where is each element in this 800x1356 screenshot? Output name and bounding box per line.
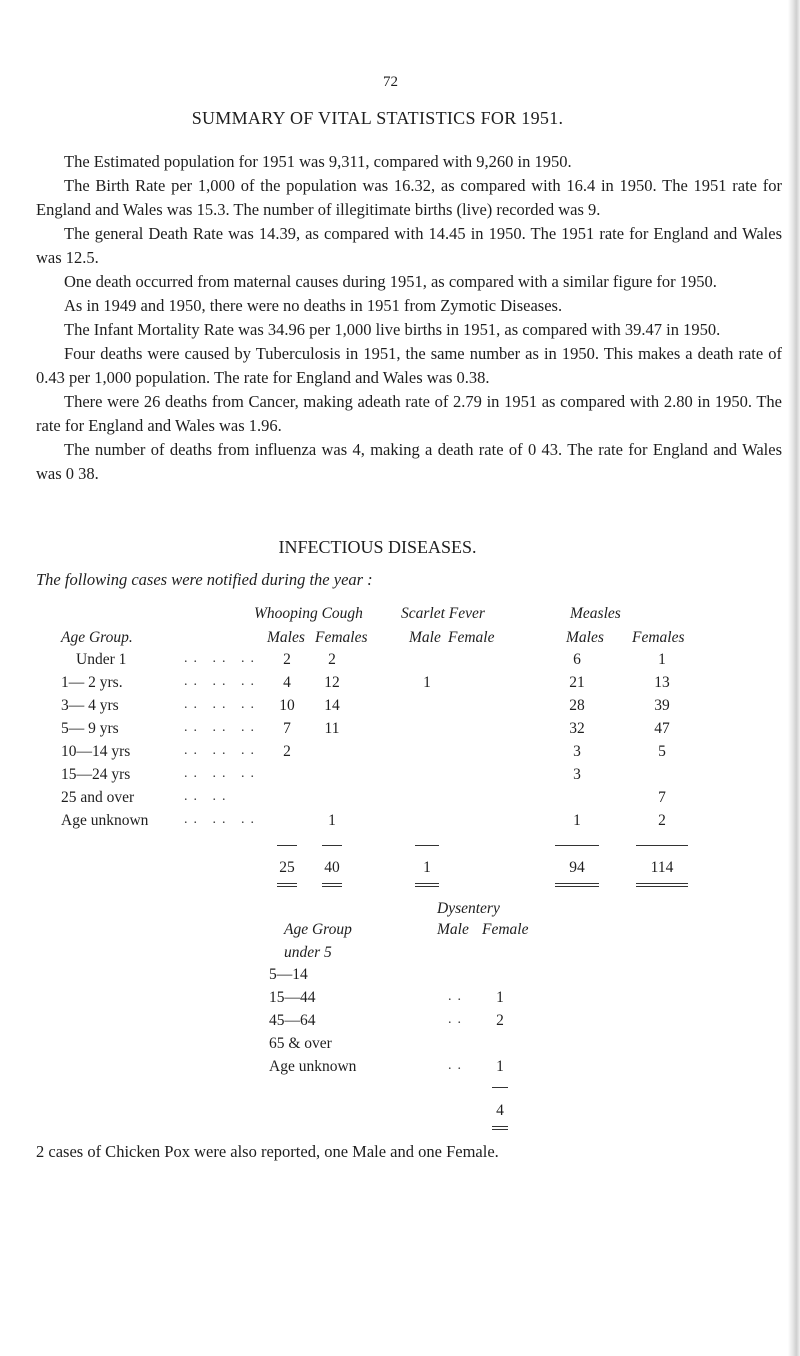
paragraph-maternal: One death occurred from maternal causes during 1951, as compared with a similar figure for 1950.: [64, 272, 717, 291]
cell-me-males: 21: [569, 674, 585, 691]
cell-me-females: 1: [658, 651, 666, 668]
total-double-rule: [277, 883, 297, 887]
dysentery-female-cell: 2: [496, 1012, 504, 1029]
cell-wc-females: 11: [324, 720, 340, 737]
total-rule: [277, 845, 297, 846]
row-age: Under 1: [76, 651, 127, 668]
total-double-rule: [415, 883, 439, 887]
col-header-me-males: Males: [566, 629, 604, 646]
summary-text: [36, 150, 782, 486]
cell-sf-male: 1: [423, 674, 431, 691]
leader-dots: ..: [448, 989, 467, 1004]
total-double-rule: [322, 883, 342, 887]
page-edge-shadow: [788, 0, 800, 1356]
dysentery-col-male: Male: [437, 921, 469, 938]
cell-me-females: 39: [654, 697, 670, 714]
leader-dots: .. .. ..: [184, 812, 260, 827]
cell-wc-males: 2: [283, 651, 291, 668]
group-header-scarlet-fever: Scarlet Fever: [401, 605, 485, 622]
paragraph-population: The Estimated population for 1951 was 9,311, compared with 9,260 in 1950.: [64, 152, 572, 171]
section-heading-infectious: INFECTIOUS DISEASES.: [278, 537, 477, 557]
cell-wc-females: 2: [328, 651, 336, 668]
section-intro: The following cases were notified during the year :: [36, 570, 373, 589]
col-header-age-group: Age Group.: [61, 629, 133, 646]
col-header-me-females: Females: [632, 629, 685, 646]
cell-wc-females: 14: [324, 697, 340, 714]
row-age: 10—14 yrs: [61, 743, 131, 760]
total-me-females: 114: [650, 859, 674, 876]
leader-dots: .. .. ..: [184, 697, 260, 712]
group-header-measles: Measles: [570, 605, 621, 622]
leader-dots: .. .. ..: [184, 651, 260, 666]
dysentery-row-age: 5—14: [269, 966, 308, 983]
cell-me-males: 6: [573, 651, 581, 668]
leader-dots: .. .. ..: [184, 720, 260, 735]
cell-wc-males: 2: [283, 743, 291, 760]
paragraph-death-rate: The general Death Rate was 14.39, as compared with 14.45 in 1950. The 1951 rate for England and Wales was 12.5.: [36, 224, 782, 267]
total-wc-females: 40: [324, 859, 340, 876]
cell-me-females: 13: [654, 674, 670, 691]
cell-me-males: 32: [569, 720, 585, 737]
dysentery-female-cell: 1: [496, 989, 504, 1006]
cell-wc-males: 7: [283, 720, 291, 737]
total-double-rule: [636, 883, 688, 887]
row-age: 1— 2 yrs.: [61, 674, 123, 691]
row-age: 5— 9 yrs: [61, 720, 119, 737]
cell-wc-males: 4: [283, 674, 291, 691]
paragraph-tuberculosis: Four deaths were caused by Tuberculosis in 1951, the same number as in 1950. This makes a death rate of 0.43 per 1,000 population. The rate for England and Wales was 0.38.: [36, 344, 782, 387]
row-age: Age unknown: [61, 812, 149, 829]
dysentery-row-age: under 5: [284, 944, 332, 961]
cell-me-males: 3: [573, 766, 581, 783]
cell-me-males: 28: [569, 697, 585, 714]
group-header-whooping-cough: Whooping Cough: [254, 605, 363, 622]
cell-me-males: 1: [573, 812, 581, 829]
paragraph-influenza: The number of deaths from influenza was 4, making a death rate of 0 43. The rate for England and Wales was 0 38.: [36, 440, 782, 483]
total-me-males: 94: [569, 859, 585, 876]
chicken-pox-note: 2 cases of Chicken Pox were also reported, one Male and one Female.: [36, 1142, 499, 1161]
paragraph-zymotic: As in 1949 and 1950, there were no deaths in 1951 from Zymotic Diseases.: [64, 296, 563, 315]
dysentery-row-age: Age unknown: [269, 1058, 357, 1075]
row-age: 25 and over: [61, 789, 135, 806]
dysentery-total-double-rule: [492, 1126, 508, 1130]
leader-dots: .. ..: [184, 789, 232, 804]
cell-me-females: 7: [658, 789, 666, 806]
dysentery-heading: Dysentery: [437, 900, 500, 917]
leader-dots: ..: [448, 1012, 467, 1027]
total-sf-male: 1: [423, 859, 431, 876]
page-title: SUMMARY OF VITAL STATISTICS FOR 1951.: [191, 108, 564, 128]
total-double-rule: [555, 883, 599, 887]
dysentery-female-cell: 1: [496, 1058, 504, 1075]
col-header-sf-female: Female: [448, 629, 495, 646]
total-wc-males: 25: [279, 859, 295, 876]
dysentery-row-age: 65 & over: [269, 1035, 332, 1052]
col-header-sf-male: Male: [409, 629, 441, 646]
leader-dots: .. .. ..: [184, 743, 260, 758]
leader-dots: ..: [448, 1058, 467, 1073]
col-header-wc-females: Females: [315, 629, 368, 646]
paragraph-infant-mortality: The Infant Mortality Rate was 34.96 per 1,000 live births in 1951, as compared with 39.47 in 1950.: [64, 320, 721, 339]
cell-me-females: 5: [658, 743, 666, 760]
total-rule: [415, 845, 439, 846]
dysentery-row-age: 45—64: [269, 1012, 316, 1029]
row-age: 3— 4 yrs: [61, 697, 119, 714]
page-number: 72: [383, 74, 398, 90]
total-rule: [322, 845, 342, 846]
total-rule: [555, 845, 599, 846]
cell-me-females: 47: [654, 720, 670, 737]
total-rule: [636, 845, 688, 846]
leader-dots: .. .. ..: [184, 766, 260, 781]
cell-wc-females: 12: [324, 674, 340, 691]
cell-wc-females: 1: [328, 812, 336, 829]
dysentery-col-female: Female: [482, 921, 529, 938]
dysentery-row-age: 15—44: [269, 989, 316, 1006]
dysentery-total-rule: [492, 1087, 508, 1088]
leader-dots: .. .. ..: [184, 674, 260, 689]
dysentery-total-female: 4: [496, 1102, 504, 1119]
cell-me-females: 2: [658, 812, 666, 829]
paragraph-cancer: There were 26 deaths from Cancer, making adeath rate of 2.79 in 1951 as compared with 2.80 in 1950. The rate for England and Wales was 1.96.: [36, 392, 782, 435]
row-age: 15—24 yrs: [61, 766, 131, 783]
dysentery-age-header: Age Group: [284, 921, 352, 938]
paragraph-birth-rate: The Birth Rate per 1,000 of the population was 16.32, as compared with 16.4 in 1950. The 1951 rate for England and Wales was 15.3. The number of illegitimate births (live) recorded was 9.: [36, 176, 782, 219]
col-header-wc-males: Males: [267, 629, 305, 646]
cell-wc-males: 10: [279, 697, 295, 714]
cell-me-males: 3: [573, 743, 581, 760]
